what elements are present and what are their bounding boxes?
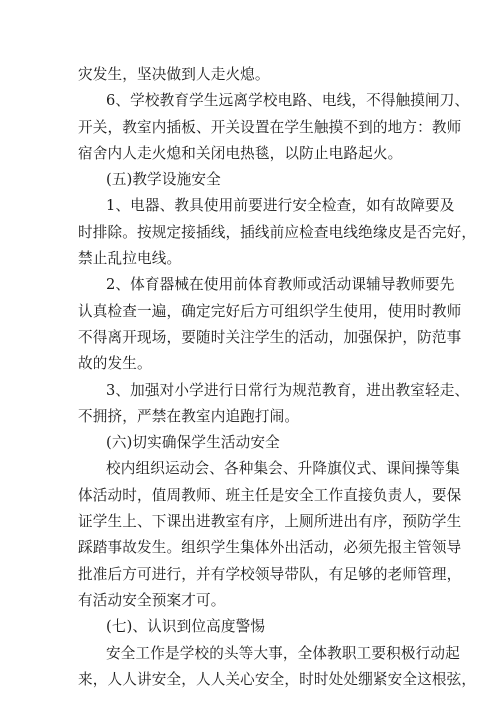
- document-page: [78, 62, 477, 693]
- text-line: 3、加强对小学进行日常行为规范教育，进出教室轻走、: [106, 381, 470, 399]
- text-line: 不拥挤，严禁在教室内追跑打闹。: [78, 407, 300, 425]
- text-line: 开关，教室内插板、开关设置在学生触摸不到的地方：教师: [78, 118, 462, 136]
- text-line: (五)教学设施安全: [106, 171, 221, 189]
- text-line: 宿舍内人走火熄和关闭电热毯，以防止电路起火。: [78, 144, 403, 162]
- text-line: 禁止乱拉电线。: [78, 250, 182, 268]
- text-line: 6、学校教育学生远离学校电路、电线，不得触摸闸刀、: [106, 92, 470, 110]
- text-line: 体活动时，值周教师、班主任是安全工作直接负责人，要保: [78, 486, 462, 504]
- text-line: 校内组织运动会、各种集会、升降旗仪式、课间操等集: [106, 460, 460, 478]
- text-line: 不得离开现场，要随时关注学生的活动，加强保护，防范事: [78, 328, 462, 346]
- text-line: (六)切实确保学生活动安全: [106, 434, 280, 452]
- text-line: 2、体育器械在使用前体育教师或活动课辅导教师要先: [106, 276, 455, 294]
- text-line: 踩踏事故发生。组织学生集体外出活动，必须先报主管领导: [78, 539, 462, 557]
- text-line: 灾发生，坚决做到人走火熄。: [78, 66, 270, 83]
- text-line: 认真检查一遍，确定完好后方可组织学生使用，使用时教师: [78, 302, 462, 320]
- text-line: 安全工作是学校的头等大事，全体教职工要积极行动起: [106, 644, 460, 662]
- text-line: 来，人人讲安全，人人关心安全，时时处处绷紧安全这根弦，: [78, 670, 477, 688]
- text-line: 批准后方可进行，并有学校领导带队，有足够的老师管理，: [78, 565, 462, 583]
- text-line: 故的发生。: [78, 355, 152, 373]
- text-line: 时排除。按规定接插线，插线前应检查电线绝缘皮是否完好，: [78, 223, 477, 241]
- text-line: 1、电器、教具使用前要进行安全检查，如有故障要及: [106, 197, 455, 215]
- text-line: (七)、认识到位高度警惕: [106, 618, 266, 636]
- text-line: 有活动安全预案才可。: [78, 591, 226, 609]
- text-line: 证学生上、下课出进教室有序，上厕所进出有序，预防学生: [78, 513, 462, 531]
